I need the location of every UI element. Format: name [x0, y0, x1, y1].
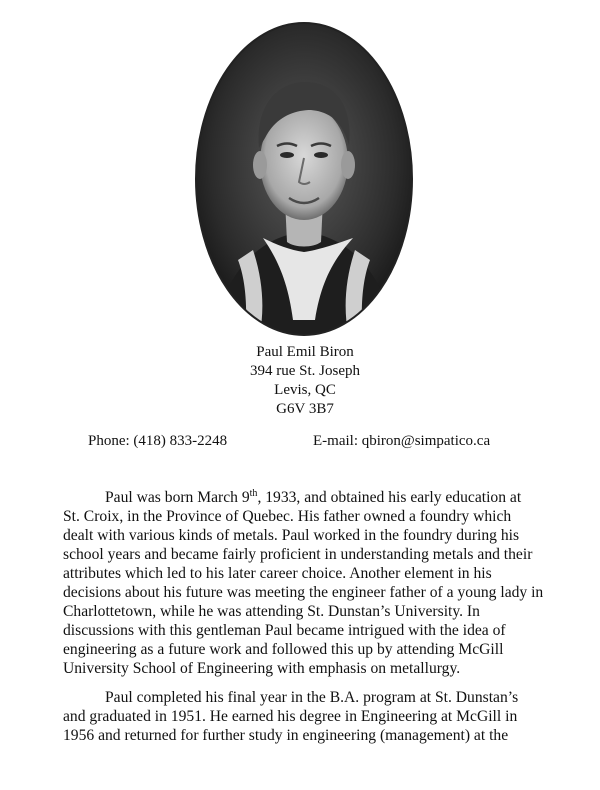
bio-line: engineering as a future work and followed this up by attending McGill	[63, 641, 504, 658]
phone-number: Phone: (418) 833-2248	[88, 433, 228, 449]
person-name: Paul Emil Biron	[256, 344, 354, 360]
street-address: 394 rue St. Joseph	[250, 363, 360, 379]
email-address[interactable]: E-mail: qbiron@simpatico.ca	[313, 433, 491, 449]
bio-line: Charlottetown, while he was attending St. Dunstan’s University. In	[63, 603, 480, 620]
bio-line: dealt with various kinds of metals. Paul worked in the foundry during his	[63, 527, 520, 544]
bio-line: attributes which led to his later career choice. Another element in his	[63, 565, 492, 582]
bio-paragraph-2	[63, 688, 553, 745]
bio-paragraph-1	[63, 488, 553, 678]
portrait-photo	[193, 20, 415, 338]
bio-line: discussions with this gentleman Paul became intrigued with the idea of	[63, 622, 506, 639]
postal-code: G6V 3B7	[276, 401, 334, 417]
address-block	[0, 343, 600, 419]
bio-line: University School of Engineering with emphasis on metallurgy.	[63, 660, 461, 677]
bio-line: decisions about his future was meeting the engineer father of a young lady in	[63, 584, 544, 601]
city-province: Levis, QC	[274, 382, 336, 398]
bio-line: Paul was born March 9th, 1933, and obtained his early education at	[105, 487, 522, 506]
bio-line: St. Croix, in the Province of Quebec. His father owned a foundry which	[63, 508, 512, 525]
bio-line: 1956 and returned for further study in engineering (management) at the	[63, 727, 509, 744]
bio-line: school years and became fairly proficient in understanding metals and their	[63, 546, 533, 563]
bio-line: and graduated in 1951. He earned his degree in Engineering at McGill in	[63, 708, 518, 725]
bio-line: Paul completed his final year in the B.A. program at St. Dunstan’s	[105, 689, 519, 706]
